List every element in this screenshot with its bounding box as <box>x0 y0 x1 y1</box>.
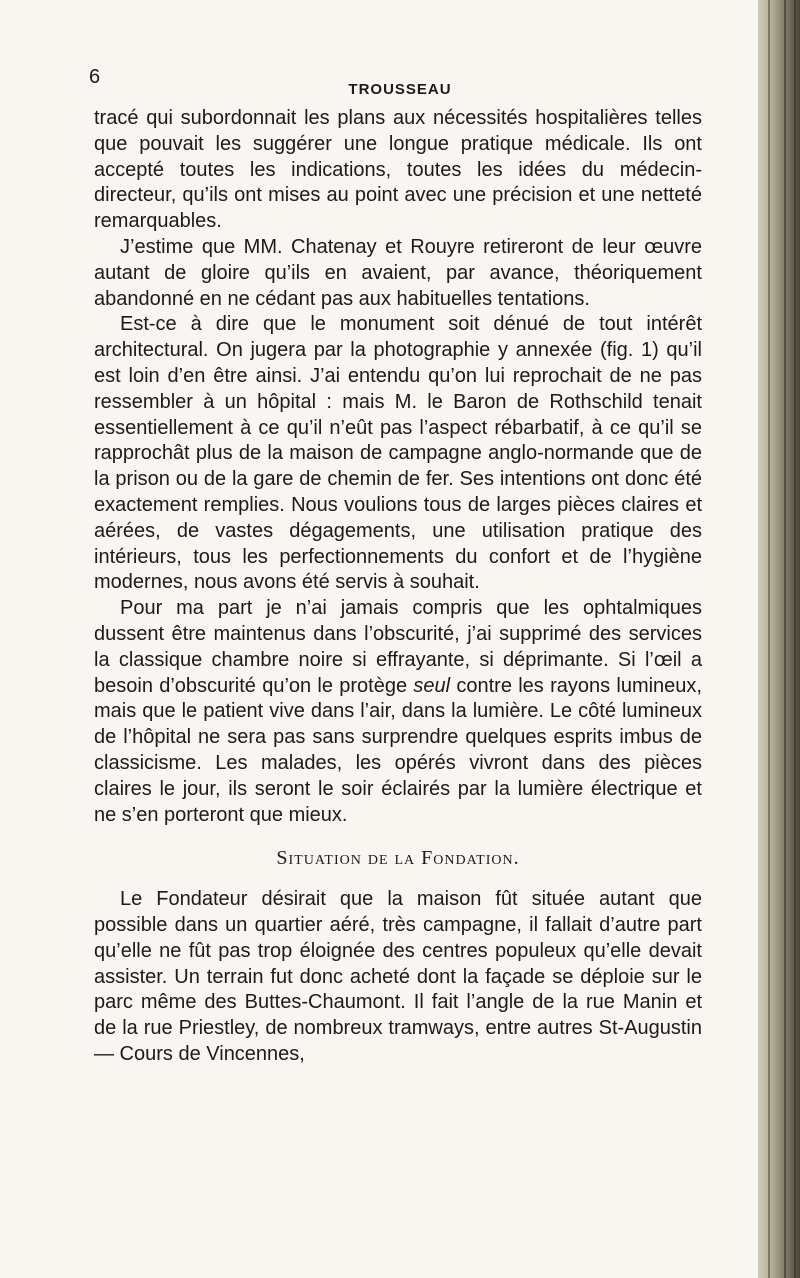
edge-line <box>768 0 770 1278</box>
page-edge-shadow <box>758 0 800 1278</box>
page-number: 6 <box>89 66 101 88</box>
paragraph: J’estime que MM. Chatenay et Rouyre retireront de leur œuvre autant de gloire qu’ils en avaient, par avance, théoriquement abandonné en ne cédant pas aux habituelles tentations. <box>94 235 702 310</box>
running-title: TROUSSEAU <box>348 81 452 98</box>
body-text <box>94 106 702 1068</box>
italic-word: seul <box>413 674 451 697</box>
paragraph <box>94 596 702 828</box>
paragraph: Le Fondateur désirait que la maison fût située autant que possible dans un quartier aéré, très campagne, il fallait d’autre part qu’elle ne fût pas trop éloignée des centres populeux qu’elle devait assister. Un terrain fut donc acheté dont la façade se déploie sur le parc même des Buttes-Chaumont. Il fait l’angle de la rue Manin et de la rue Priestley, de nombreux tramways, entre autres St-Augustin — Cours de Vincennes, <box>94 888 702 1065</box>
paragraph: Est-ce à dire que le monument soit dénué de tout intérêt architectural. On jugera par la photographie y annexée (fig. 1) qu’il est loin d’en être ainsi. J’ai entendu qu’on lui reprochait de ne pas ressembler à un hôpital : mais M. le Baron de Rothschild tenait essentiellement à ce qu’il n’eût pas l’aspect rébarbatif, à ce qu’il se rapprochât plus de la maison de campagne anglo-normande que de la prison ou de la gare de chemin de fer. Ses intentions ont donc été exactement remplies. Nous voulions tous de larges pièces claires et aérées, de vastes dégagements, une utilisation pratique des intérieurs, tous les perfectionnements du confort et de l’hygiène modernes, nous avons été servis à souhait. <box>94 313 702 594</box>
edge-line <box>784 0 786 1278</box>
paragraph: tracé qui subordonnait les plans aux nécessités hospitalières telles que pouvait les suggérer une longue pratique médicale. Ils ont accepté toutes les indications, toutes les idées du médecin-directeur, qu’ils ont mises au point avec une précision et une netteté remarquables. <box>94 107 702 233</box>
paragraph-text: contre les rayons lumineux, mais que le patient vive dans l’air, dans la lumière. Le côté lumineux de l’hôpital ne sera pas sans surprendre quelques esprits imbus de classicisme. Les malades, les opérés vivront dans des pièces claires le jour, ils seront le soir éclairés par la lumière électrique et ne s’en porteront que mieux. <box>94 674 702 826</box>
paragraph-text: Pour ma part je n’ai jamais compris que les ophtalmiques dussent être maintenus dans l’obscurité, j’ai supprimé des services la classique chambre noire si effrayante, si déprimante. Si l’œil a besoin d’obscurité qu’on le protège <box>94 597 702 697</box>
edge-line <box>794 0 796 1278</box>
section-heading: Situation de la Fondation. <box>276 847 520 870</box>
